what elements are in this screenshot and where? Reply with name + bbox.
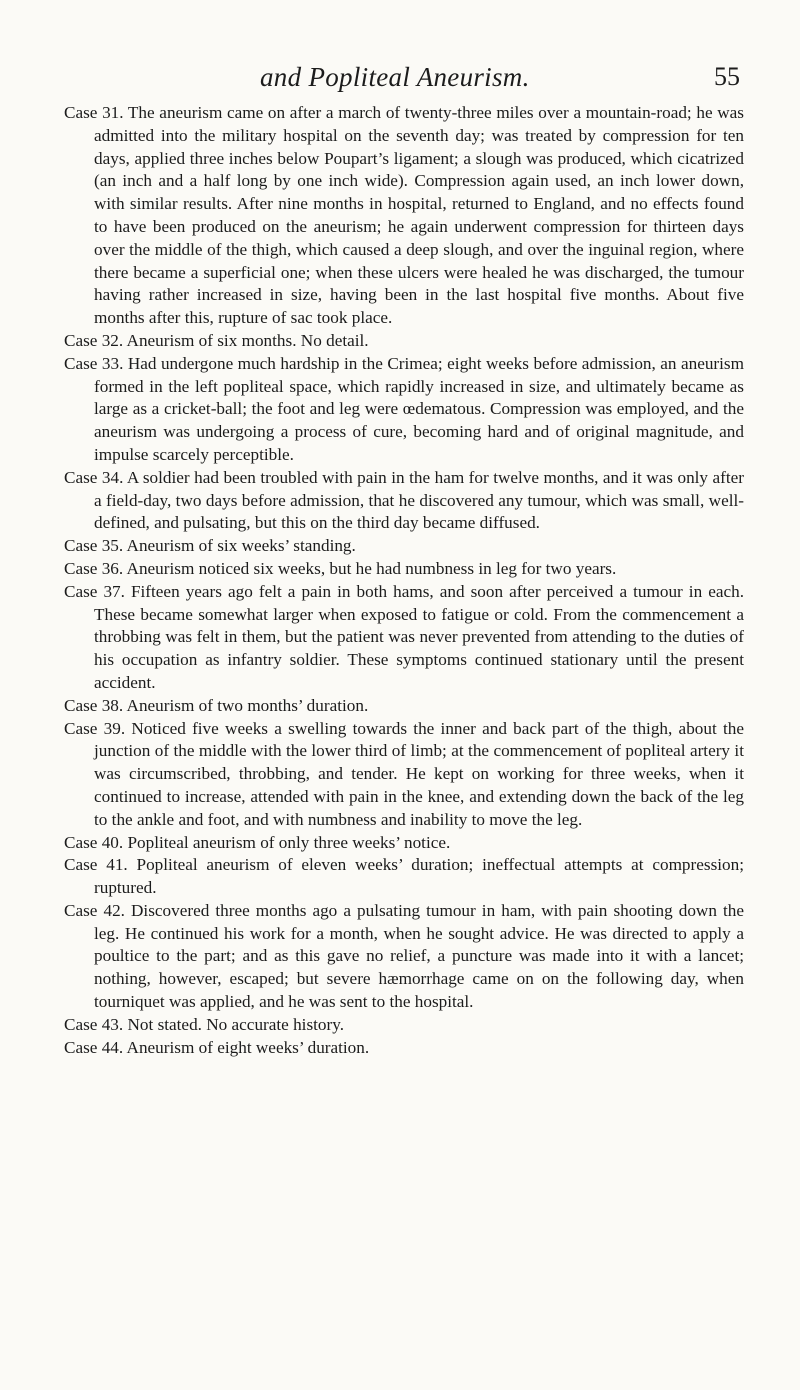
case-37: Case 37. Fifteen years ago felt a pain in both hams, and soon after perceived a tumour in each. These became somewhat larger when exposed to fatigue or cold. From the commencement a throbbing was felt in them, but the patient was never prevented from attending to the duties of his occupation as infantry soldier. These symptoms continued stationary until the present accident. [64, 581, 744, 692]
case-43: Case 43. Not stated. No accurate history. [64, 1014, 345, 1034]
case-32: Case 32. Aneurism of six months. No detail. [64, 330, 369, 350]
page-number: 55 [714, 62, 740, 91]
case-39: Case 39. Noticed five weeks a swelling towards the inner and back part of the thigh, about the junction of the middle with the lower third of limb; at the commencement of popliteal artery it was circumscribed, throbbing, and tender. He kept on working for three weeks, when it continued to increase, attended with pain in the knee, and extending down the back of the leg to the ankle and foot, and with numbness and inability to move the leg. [64, 718, 744, 829]
case-33: Case 33. Had undergone much hardship in the Crimea; eight weeks before admission, an aneurism formed in the left popliteal space, which rapidly increased in size, and ultimately became as large as a cricket-ball; the foot and leg were œdematous. Compression was employed, and the aneurism was undergoing a process of cure, becoming hard and of original magnitude, and impulse scarcely perceptible. [64, 353, 744, 464]
case-35: Case 35. Aneurism of six weeks’ standing. [64, 536, 356, 556]
running-title: and Popliteal Aneurism. [260, 62, 530, 92]
case-41: Case 41. Popliteal aneurism of eleven weeks’ duration; ineffectual attempts at compression; ruptured. [64, 855, 744, 898]
case-42: Case 42. Discovered three months ago a pulsating tumour in ham, with pain shooting down the leg. He continued his work for a month, when he sought advice. He was directed to apply a poultice to the part; and as this gave no relief, a puncture was made into it with a lancet; nothing, however, escaped; but severe hæmorrhage came on on the following day, when tourniquet was applied, and he was sent to the hospital. [64, 900, 744, 1012]
running-head [0, 62, 800, 102]
case-40: Case 40. Popliteal aneurism of only three weeks’ notice. [64, 832, 451, 852]
case-34: Case 34. A soldier had been troubled with pain in the ham for twelve months, and it was only after a field-day, two days before admission, that he discovered any tumour, which was small, well-defined, and pulsating, but this on the third day became diffused. [64, 467, 744, 533]
case-31: Case 31. The aneurism came on after a march of twenty-three miles over a mountain-road; he was admitted into the military hospital on the seventh day; was treated by compression for ten days, applied three inches below Poupart’s ligament; a slough was produced, which cicatrized (an inch and a half long by one inch wide). Compression again used, an inch lower down, with similar results. After nine months in hospital, returned to England, and no effects found to have been produced on the aneurism; he again underwent compression for thirteen days over the middle of the thigh, which caused a deep slough, and over the inguinal region, where there became a superficial one; when these ulcers were healed he was discharged, the tumour having rather increased in size, having been in the last hospital five months. About five months after this, rupture of sac took place. [64, 103, 744, 328]
case-36: Case 36. Aneurism noticed six weeks, but he had numbness in leg for two years. [64, 558, 617, 578]
case-38: Case 38. Aneurism of two months’ duration. [64, 695, 369, 715]
case-list [64, 102, 744, 1059]
case-44: Case 44. Aneurism of eight weeks’ duration. [64, 1037, 370, 1057]
